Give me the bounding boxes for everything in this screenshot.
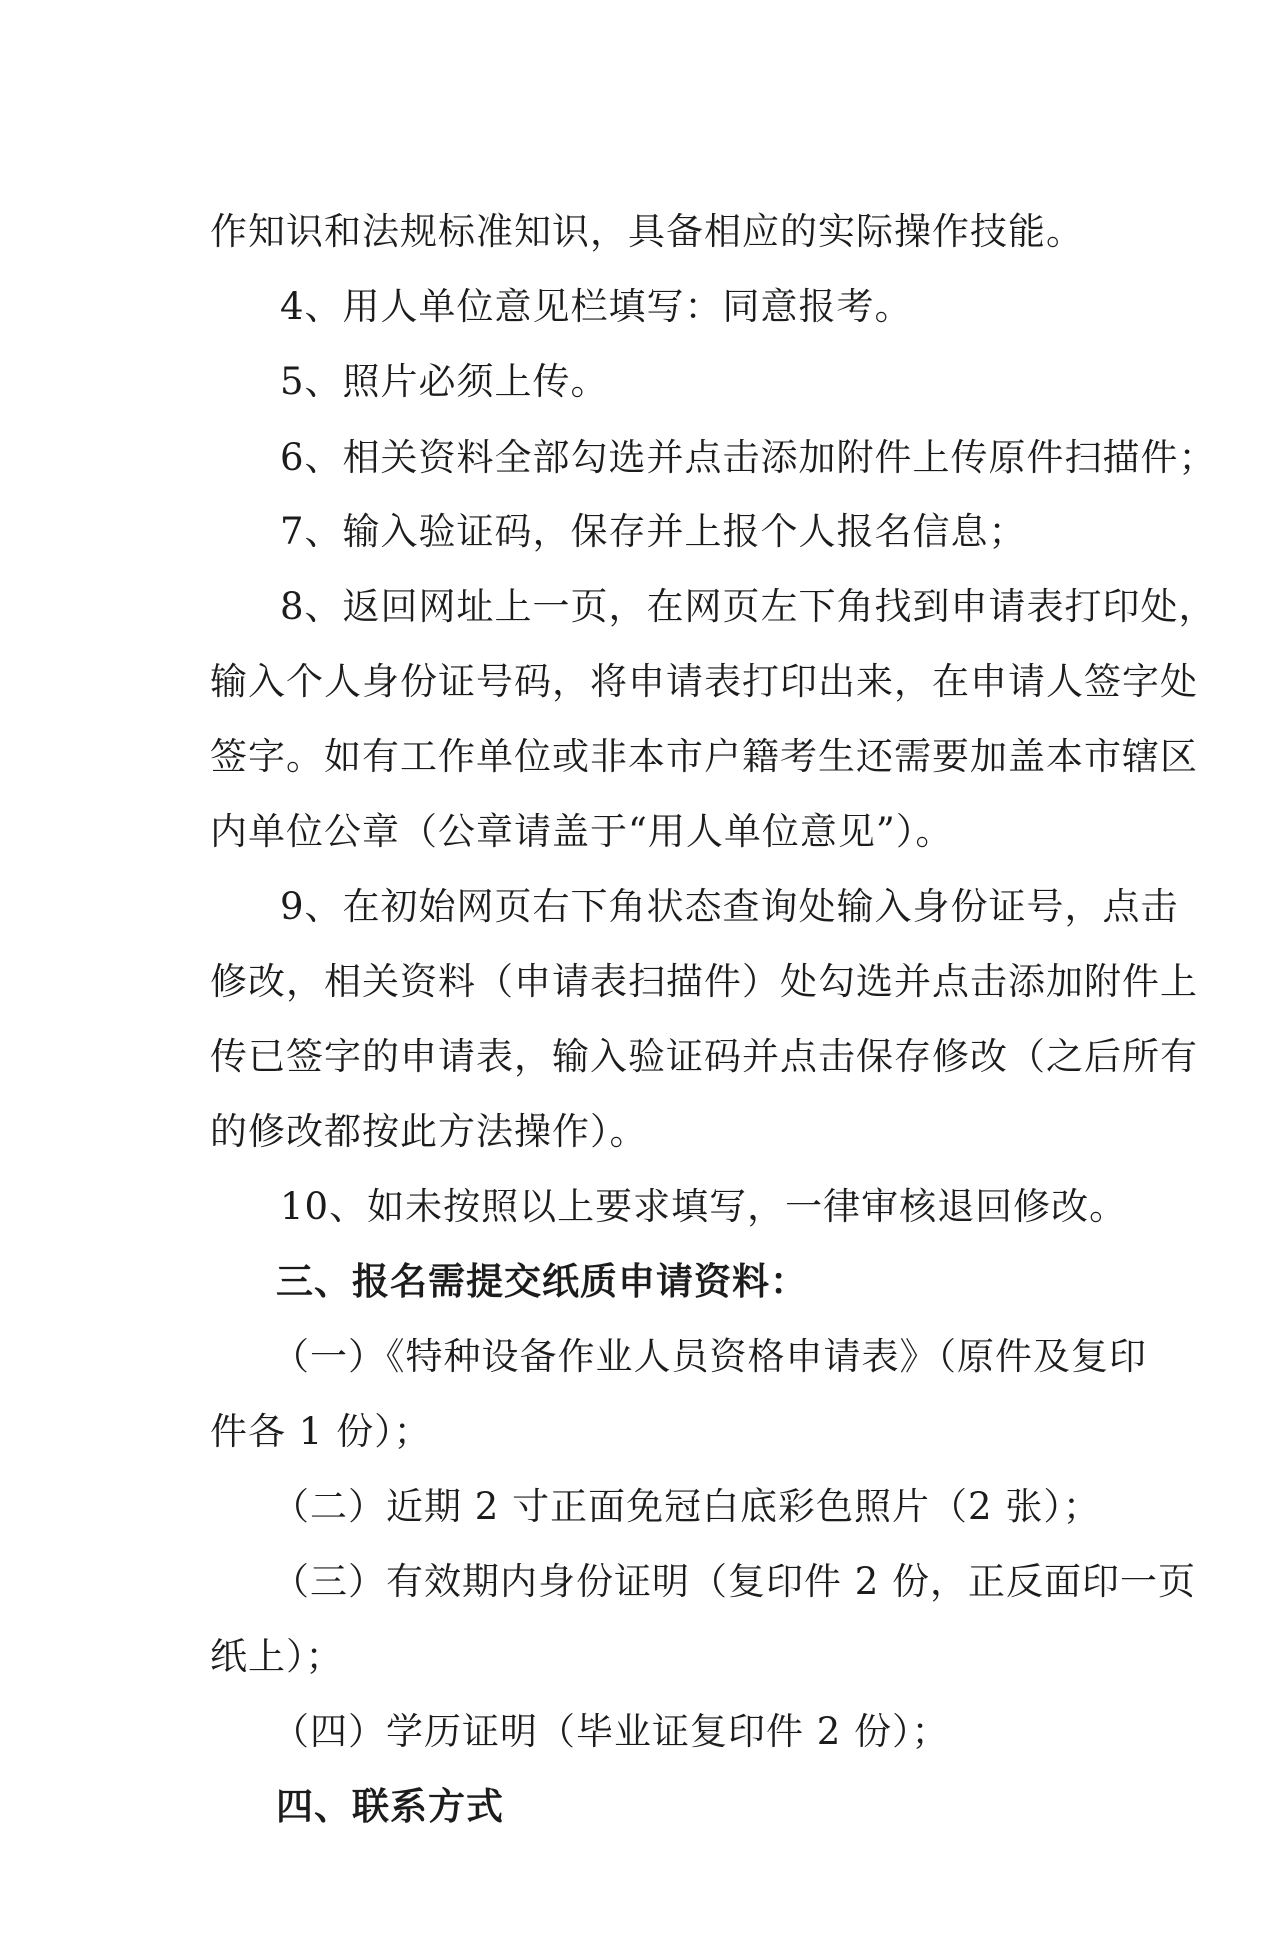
paragraph-line: 内单位公章（公章请盖于“用人单位意见”）。	[210, 810, 954, 853]
requirement-item-1: （一）《特种设备作业人员资格申请表》（原件及复印	[272, 1335, 1147, 1378]
section-heading-4: 四、联系方式	[276, 1785, 504, 1828]
section-heading-3: 三、报名需提交纸质申请资料：	[276, 1260, 808, 1303]
list-item-10: 10、如未按照以上要求填写，一律审核退回修改。	[280, 1185, 1128, 1228]
requirement-item-2: （二）近期 2 寸正面免冠白底彩色照片（2 张）；	[272, 1485, 1101, 1528]
paragraph-line: 纸上）；	[210, 1635, 344, 1678]
paragraph-line: 件各 1 份）；	[210, 1410, 432, 1453]
paragraph-line: 输入个人身份证号码，将申请表打印出来，在申请人签字处	[210, 660, 1198, 703]
paragraph-line: 传已签字的申请表，输入验证码并点击保存修改（之后所有	[210, 1035, 1198, 1078]
list-item-5: 5、照片必须上传。	[280, 360, 609, 403]
list-item-7: 7、输入验证码，保存并上报个人报名信息；	[280, 510, 1027, 553]
paragraph-line: 签字。如有工作单位或非本市户籍考生还需要加盖本市辖区	[210, 735, 1198, 778]
list-item-8: 8、返回网址上一页，在网页左下角找到申请表打印处，	[280, 585, 1217, 628]
requirement-item-3: （三）有效期内身份证明（复印件 2 份，正反面印一页	[272, 1560, 1197, 1603]
paragraph-line: 作知识和法规标准知识，具备相应的实际操作技能。	[210, 210, 1084, 253]
requirement-item-4: （四）学历证明（毕业证复印件 2 份）；	[272, 1710, 950, 1753]
paragraph-line: 修改，相关资料（申请表扫描件）处勾选并点击添加附件上	[210, 960, 1198, 1003]
paragraph-line: 的修改都按此方法操作）。	[210, 1110, 648, 1153]
list-item-9: 9、在初始网页右下角状态查询处输入身份证号，点击	[280, 885, 1179, 928]
list-item-6: 6、相关资料全部勾选并点击添加附件上传原件扫描件；	[280, 436, 1217, 479]
list-item-4: 4、用人单位意见栏填写：同意报考。	[280, 285, 913, 328]
